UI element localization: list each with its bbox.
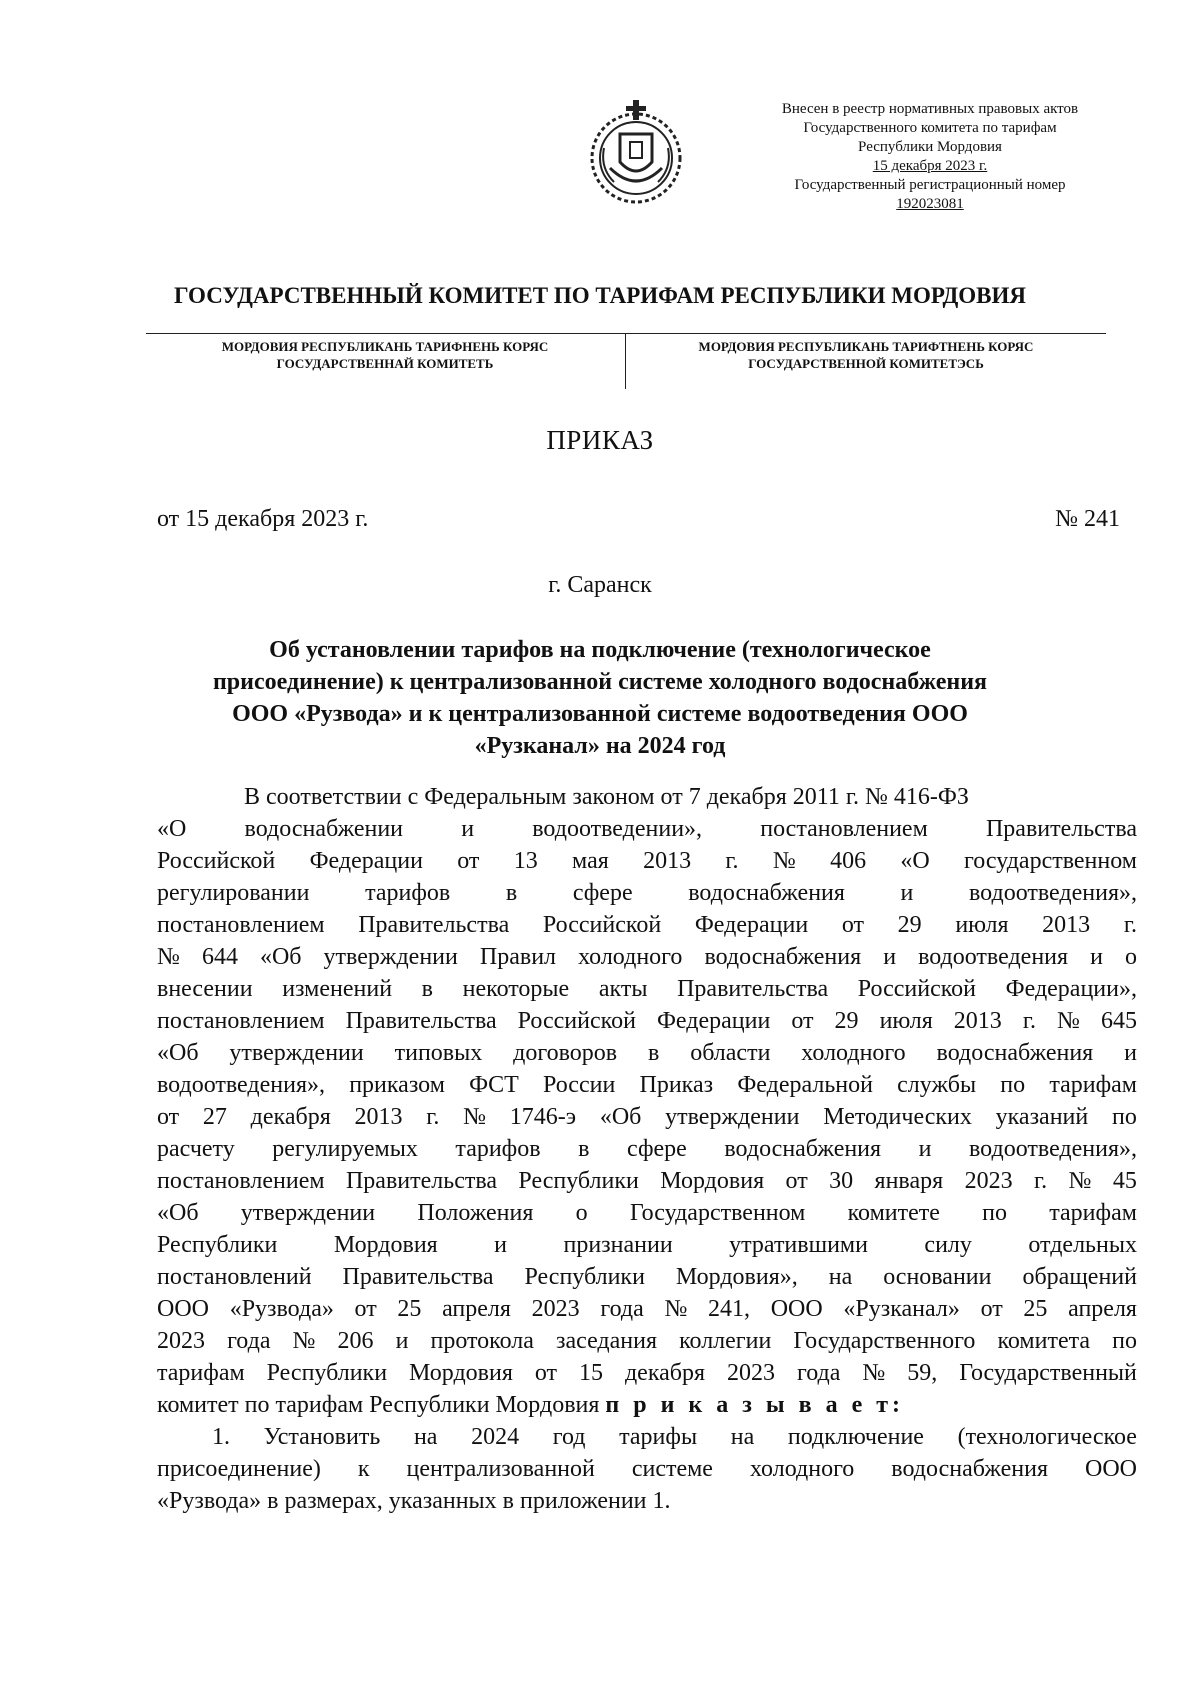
word: и <box>918 1136 932 1162</box>
word: Республики <box>266 1360 388 1386</box>
document-city: г. Саранск <box>548 572 652 598</box>
word: 644 <box>201 944 238 970</box>
word: и <box>900 880 914 906</box>
word: основании <box>883 1264 992 1290</box>
registry-line: Внесен в реестр нормативных правовых актов <box>781 101 1079 117</box>
word: 1. <box>212 1424 230 1450</box>
word: 2023 <box>157 1328 205 1354</box>
word: 2023 <box>964 1168 1013 1194</box>
word: Республики <box>524 1264 645 1290</box>
registry-line: Республики Мордовия <box>858 139 1002 155</box>
word: акты <box>598 976 648 1002</box>
word: Государственного <box>793 1328 976 1354</box>
word: «О <box>900 848 930 874</box>
word: расчету <box>157 1136 235 1162</box>
body-line <box>157 1261 1137 1293</box>
word: «Рузканал» <box>843 1296 960 1322</box>
document-number: № 241 <box>1055 506 1120 532</box>
word: водоснабжения <box>891 1456 1048 1482</box>
body-line <box>157 909 1137 941</box>
word: водоснабжения <box>936 1040 1094 1066</box>
title-line: Об установлении тарифов на подключение (технологическое <box>269 637 931 663</box>
word: № <box>1057 1008 1080 1034</box>
word: тарифов <box>455 1136 541 1162</box>
word: водоснабжения <box>688 880 845 906</box>
word: в <box>505 880 518 906</box>
word: от <box>785 1168 808 1194</box>
word: 2023 <box>531 1296 580 1322</box>
moksha-line: МОРДОВИЯ РЕСПУБЛИКАНЬ ТАРИФНЕНЬ КОРЯС <box>221 339 549 354</box>
registry-reg-label: Государственный регистрационный номер <box>794 177 1066 193</box>
word: Мордовия <box>333 1232 438 1258</box>
item-line: «Рузвода» в размерах, указанных в приложении 1. <box>157 1488 671 1514</box>
word: Государственном <box>629 1200 806 1226</box>
body-line <box>157 1325 1137 1357</box>
body-line <box>157 1005 1137 1037</box>
word: коллегии <box>679 1328 772 1354</box>
word: и <box>1090 944 1103 970</box>
word: 13 <box>513 848 538 874</box>
word: 30 <box>829 1168 854 1194</box>
word: по <box>1112 1328 1137 1354</box>
word: указаний <box>995 1104 1089 1130</box>
word: Российской <box>857 976 977 1002</box>
word: утверждении <box>229 1040 364 1066</box>
body-line <box>157 1293 1137 1325</box>
closing-text: комитет по тарифам Республики Мордовия <box>157 1392 600 1418</box>
word: № <box>1068 1168 1092 1194</box>
word: Федеральной <box>737 1072 873 1098</box>
word: Правительства <box>677 976 829 1002</box>
word: Методических <box>823 1104 972 1130</box>
body-line <box>157 1197 1137 1229</box>
word: 45 <box>1112 1168 1137 1194</box>
word: № <box>157 944 180 970</box>
word: 2024 <box>471 1424 520 1450</box>
committee-name-moksha <box>150 338 620 372</box>
body-line <box>157 973 1137 1005</box>
body-closing-line <box>157 1389 1137 1421</box>
word: от <box>980 1296 1003 1322</box>
word: Российской <box>517 1008 636 1034</box>
word: по <box>1000 1072 1026 1098</box>
word: № <box>292 1328 316 1354</box>
committee-name-erzya <box>632 338 1100 372</box>
word: от <box>457 848 480 874</box>
word: договоров <box>513 1040 618 1066</box>
word: Положения <box>417 1200 534 1226</box>
word: Федерации», <box>1005 976 1137 1002</box>
word: в <box>647 1040 660 1066</box>
word: г. <box>725 848 739 874</box>
word: по <box>1112 1104 1137 1130</box>
word: № <box>664 1296 688 1322</box>
word: и <box>395 1328 409 1354</box>
word: 25 <box>1023 1296 1048 1322</box>
word: Мордовия», <box>675 1264 798 1290</box>
word: холодного <box>578 944 683 970</box>
word: и <box>1124 1040 1137 1066</box>
closing-verb: п р и к а з ы в а е т: <box>605 1392 905 1418</box>
word: водоотведения», <box>157 1072 325 1098</box>
word: области <box>690 1040 771 1066</box>
body-line <box>157 1037 1137 1069</box>
word: 1746-э <box>509 1104 577 1130</box>
word: внесении <box>157 976 253 1002</box>
word: отдельных <box>1028 1232 1137 1258</box>
word: присоединение) <box>157 1456 321 1482</box>
word: регулировании <box>157 880 310 906</box>
word: централизованной <box>406 1456 595 1482</box>
word: постановлением <box>157 1008 325 1034</box>
word: г. <box>1123 912 1137 938</box>
body-line <box>157 941 1137 973</box>
word: года <box>227 1328 271 1354</box>
word: 29 <box>897 912 922 938</box>
word: на <box>828 1264 853 1290</box>
body-line <box>157 1101 1137 1133</box>
word: июля <box>955 912 1009 938</box>
word: сфере <box>572 880 633 906</box>
word: приказом <box>349 1072 445 1098</box>
word: постановлений <box>157 1264 312 1290</box>
word: Мордовия <box>409 1360 513 1386</box>
word: 29 <box>834 1008 859 1034</box>
body-line <box>157 845 1137 877</box>
word: к <box>357 1456 370 1482</box>
word: Правил <box>479 944 557 970</box>
word: постановлением <box>157 1168 325 1194</box>
word: «О <box>157 816 187 842</box>
word: Правительства <box>342 1264 494 1290</box>
word: «Об <box>599 1104 642 1130</box>
word: водоотведении», <box>532 816 703 842</box>
word: о <box>575 1200 588 1226</box>
word: силу <box>924 1232 972 1258</box>
word: Установить <box>263 1424 381 1450</box>
word: комитета <box>997 1328 1091 1354</box>
word: Правительства <box>358 912 510 938</box>
word: 2013 <box>354 1104 403 1130</box>
word: ООО <box>157 1296 209 1322</box>
word: водоснабжении <box>244 816 404 842</box>
word: протокола <box>430 1328 534 1354</box>
word: 59, <box>907 1360 938 1386</box>
word: Федерации <box>694 912 809 938</box>
word: апреля <box>442 1296 511 1322</box>
word: на <box>730 1424 755 1450</box>
item-line <box>157 1453 1137 1485</box>
word: изменений <box>282 976 393 1002</box>
body-line <box>157 1165 1137 1197</box>
word: июля <box>879 1008 933 1034</box>
body-line <box>157 1133 1137 1165</box>
document-type: ПРИКАЗ <box>546 425 654 455</box>
word: регулируемых <box>272 1136 418 1162</box>
document-title <box>150 634 1050 762</box>
document-date: от 15 декабря 2023 г. <box>157 506 369 532</box>
word: января <box>874 1168 944 1194</box>
word: службы <box>897 1072 977 1098</box>
word: водоснабжения <box>724 1136 882 1162</box>
body-line <box>157 877 1137 909</box>
word: утратившими <box>729 1232 868 1258</box>
word: государственном <box>964 848 1137 874</box>
word: от <box>534 1360 558 1386</box>
word: Российской <box>157 848 276 874</box>
word: и <box>461 816 475 842</box>
word: утверждении <box>323 944 458 970</box>
word: «Об <box>157 1200 199 1226</box>
word: от <box>157 1104 180 1130</box>
word: утверждении <box>665 1104 800 1130</box>
word: Приказ <box>639 1072 714 1098</box>
word: в <box>421 976 434 1002</box>
word: тарифов <box>365 880 451 906</box>
word: некоторые <box>462 976 570 1002</box>
word: 25 <box>397 1296 422 1322</box>
registry-reg-number: 192023081 <box>896 196 964 212</box>
word: ФСТ <box>469 1072 519 1098</box>
word: водоотведения <box>918 944 1069 970</box>
word: декабря <box>250 1104 331 1130</box>
title-line: присоединение) к централизованной системе холодного водоснабжения <box>212 669 988 695</box>
word: «Об <box>157 1040 199 1066</box>
word: от <box>791 1008 814 1034</box>
word: постановлением <box>157 912 325 938</box>
word: 27 <box>202 1104 227 1130</box>
word: тарифы <box>619 1424 698 1450</box>
word: сфере <box>627 1136 687 1162</box>
word: на <box>413 1424 438 1450</box>
word: ООО <box>1084 1456 1137 1482</box>
word: г. <box>426 1104 440 1130</box>
word: в <box>578 1136 590 1162</box>
title-line: «Рузканал» на 2024 год <box>474 733 726 759</box>
word: 2013 <box>1042 912 1091 938</box>
word: Российской <box>542 912 662 938</box>
word: и <box>883 944 897 970</box>
registry-date: 15 декабря 2023 г. <box>872 158 988 174</box>
word: по <box>982 1200 1007 1226</box>
word: от <box>841 912 864 938</box>
header-divider <box>146 333 1106 334</box>
word: ООО <box>770 1296 823 1322</box>
word: № <box>772 848 796 874</box>
word: апреля <box>1068 1296 1137 1322</box>
word: г. <box>1022 1008 1036 1034</box>
word: декабря <box>624 1360 706 1386</box>
word: г. <box>1033 1168 1048 1194</box>
word: 2023 <box>726 1360 775 1386</box>
word: водоснабжения <box>704 944 862 970</box>
word: мая <box>572 848 609 874</box>
word: типовых <box>394 1040 483 1066</box>
word: № <box>862 1360 886 1386</box>
erzya-line: ГОСУДАРСТВЕННОЙ КОМИТЕТЭСЬ <box>748 356 984 371</box>
word: Республики <box>157 1232 278 1258</box>
word: подключение <box>787 1424 924 1450</box>
word: России <box>542 1072 616 1098</box>
word: от <box>354 1296 377 1322</box>
word: признании <box>563 1232 673 1258</box>
word: и <box>494 1232 508 1258</box>
word: тарифам <box>1049 1200 1137 1226</box>
word: Правительства <box>985 816 1137 842</box>
word: холодного <box>749 1456 855 1482</box>
word: (технологическое <box>957 1424 1137 1450</box>
word: холодного <box>801 1040 906 1066</box>
word: Федерации <box>656 1008 771 1034</box>
word: комитете <box>847 1200 940 1226</box>
word: Государственный <box>959 1360 1137 1386</box>
word: 241, <box>708 1296 751 1322</box>
word: водоотведения», <box>969 880 1137 906</box>
word: Правительства <box>345 1008 497 1034</box>
erzya-line: МОРДОВИЯ РЕСПУБЛИКАНЬ ТАРИФТНЕНЬ КОРЯС <box>698 339 1034 354</box>
body-line <box>157 1229 1137 1261</box>
title-line: ООО «Рузвода» и к централизованной системе водоотведения ООО <box>232 701 968 727</box>
body-line <box>157 813 1137 845</box>
document-body <box>157 781 1137 1517</box>
body-line <box>157 1069 1137 1101</box>
registry-stamp <box>740 100 1120 214</box>
word: Республики <box>518 1168 639 1194</box>
word: «Об <box>259 944 302 970</box>
word: постановлением <box>760 816 928 842</box>
coat-of-arms-emblem <box>580 98 692 210</box>
word: тарифам <box>1049 1072 1137 1098</box>
word: обращений <box>1022 1264 1137 1290</box>
word: 645 <box>1100 1008 1137 1034</box>
item-line <box>157 1421 1137 1453</box>
word: утверждении <box>240 1200 376 1226</box>
word: 406 <box>830 848 867 874</box>
word: о <box>1124 944 1137 970</box>
committee-name: ГОСУДАРСТВЕННЫЙ КОМИТЕТ ПО ТАРИФАМ РЕСПУБЛИКИ МОРДОВИЯ <box>174 283 1026 308</box>
word: заседания <box>556 1328 658 1354</box>
word: 2013 <box>643 848 692 874</box>
registry-line: Государственного комитета по тарифам <box>803 120 1057 136</box>
word: года <box>600 1296 644 1322</box>
word: водоотведения», <box>969 1136 1137 1162</box>
word: тарифам <box>157 1360 245 1386</box>
body-line: В соответствии с Федеральным законом от 7 декабря 2011 г. № 416-ФЗ <box>244 784 969 810</box>
word: Мордовия <box>660 1168 765 1194</box>
moksha-line: ГОСУДАРСТВЕННАЙ КОМИТЕТЬ <box>276 356 494 371</box>
body-line <box>157 1357 1137 1389</box>
word: года <box>796 1360 841 1386</box>
word: «Рузвода» <box>229 1296 334 1322</box>
word: Федерации <box>309 848 423 874</box>
word: Правительства <box>345 1168 497 1194</box>
word: 15 <box>578 1360 603 1386</box>
header-vertical-divider <box>625 334 626 389</box>
word: год <box>552 1424 586 1450</box>
word: № <box>463 1104 487 1130</box>
word: системе <box>631 1456 713 1482</box>
word: 206 <box>337 1328 374 1354</box>
word: 2013 <box>953 1008 1002 1034</box>
